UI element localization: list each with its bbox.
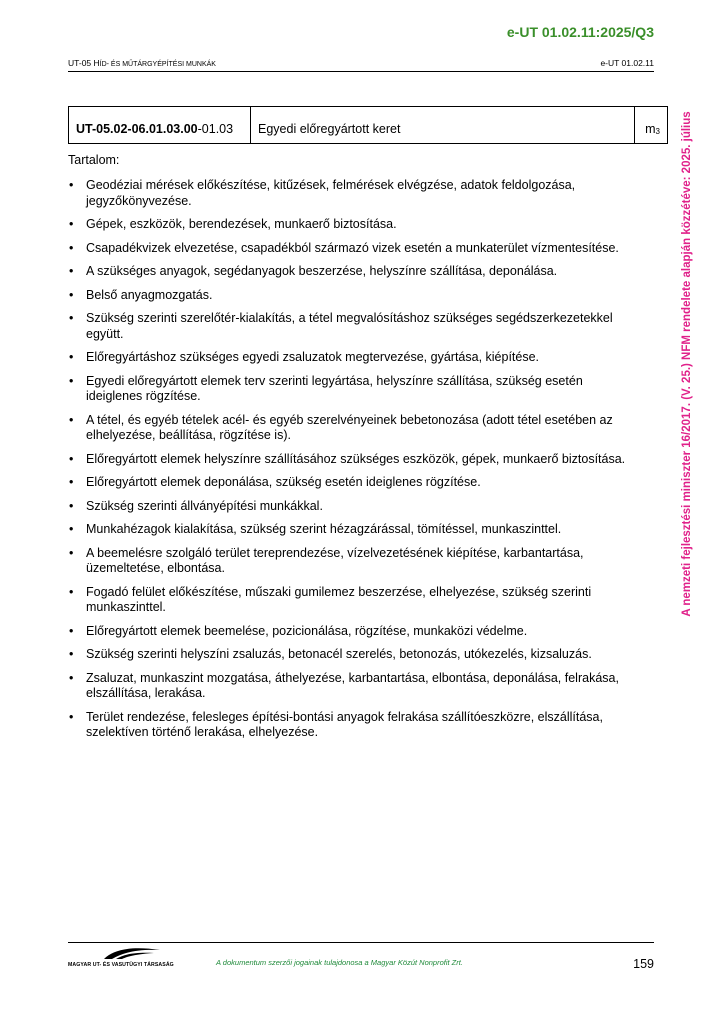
logo-text: MAGYAR UT- ÉS VASUTÜGYI TÁRSASÁG xyxy=(68,962,174,968)
list-item: • A szükséges anyagok, segédanyagok beszerzése, helyszínre szállítása, deponálása. xyxy=(68,264,628,280)
section-title-prefix: UT-05 H xyxy=(68,58,100,68)
item-name-cell: Egyedi előregyártott keret xyxy=(251,107,635,143)
list-item: • Zsaluzat, munkaszint mozgatása, áthelyezése, karbantartása, elbontása, deponálása, felrakása, elszállítása, lerakása. xyxy=(68,671,628,702)
item-code-cell xyxy=(69,107,251,143)
item-header-table xyxy=(68,106,668,144)
side-publication-note xyxy=(676,96,698,632)
list-item: • Csapadékvizek elvezetése, csapadékból származó vizek esetén a munkaterület vízmentesítése. xyxy=(68,241,628,257)
section-title xyxy=(68,58,216,68)
section-title-rest: ÍD- ÉS MŰTÁRGYÉPÍTÉSI MUNKÁK xyxy=(99,61,216,68)
header-right-code: e-UT 01.02.11 xyxy=(600,58,654,68)
list-item: • Előregyártott elemek helyszínre szállításához szükséges eszközök, gépek, munkaerő biztosítása. xyxy=(68,452,628,468)
unit-base: m xyxy=(645,122,656,136)
list-item: • Előregyártott elemek beemelése, pozicionálása, rögzítése, munkaközi védelme. xyxy=(68,624,628,640)
page-number: 159 xyxy=(633,957,654,971)
road-logo-icon xyxy=(102,946,162,962)
list-item: • Szükség szerinti állványépítési munkákkal. xyxy=(68,499,628,515)
item-code-suffix: -01.03 xyxy=(197,122,234,136)
side-note-text: A nemzeti fejlesztési miniszter 16/2017. (V. 25.) NFM rendelete alapján közzétéve: 2025. július xyxy=(681,111,693,617)
unit-exponent: 3 xyxy=(655,127,660,136)
list-item: • Előregyártott elemek deponálása, szükség esetén ideiglenes rögzítése. xyxy=(68,475,628,491)
list-item: • A tétel, és egyéb tételek acél- és egyéb szerelvényeinek bebetonozása (adott tétel esetében az elhelyezése, beállítása, rögzítése is). xyxy=(68,413,628,444)
content-list xyxy=(68,170,628,741)
list-item: • Szükség szerinti szerelőtér-kialakítás, a tétel megvalósításhoz szükséges segédszerkezetekkel együtt. xyxy=(68,311,628,342)
society-logo xyxy=(68,946,178,972)
list-item: • Gépek, eszközök, berendezések, munkaerő biztosítása. xyxy=(68,217,628,233)
list-item: • Egyedi előregyártott elemek terv szerinti legyártása, helyszínre szállítása, szükség esetén ideiglenes rögzítése. xyxy=(68,374,628,405)
footer-divider xyxy=(68,942,654,943)
list-item: • Munkahézagok kialakítása, szükség szerint hézagzárással, tömítéssel, munkaszinttel. xyxy=(68,522,628,538)
document-code: e-UT 01.02.11:2025/Q3 xyxy=(506,24,654,40)
item-code-bold: UT-05.02-06.01.03.00 xyxy=(76,122,198,136)
list-item: • Fogadó felület előkészítése, műszaki gumilemez beszerzése, elhelyezése, szükség szerinti munkaszinttel. xyxy=(68,585,628,616)
list-item: • A beemelésre szolgáló terület tereprendezése, vízelvezetésének kiépítése, karbantartása, üzemeltetése, elbontása. xyxy=(68,546,628,577)
item-unit-cell xyxy=(635,107,667,143)
list-item: • Belső anyagmozgatás. xyxy=(68,288,628,304)
list-item: • Előregyártáshoz szükséges egyedi zsaluzatok megtervezése, gyártása, kiépítése. xyxy=(68,350,628,366)
list-item: • Szükség szerinti helyszíni zsaluzás, betonacél szerelés, betonozás, utókezelés, kizsaluzás. xyxy=(68,647,628,663)
list-item: • Terület rendezése, felesleges építési-bontási anyagok felrakása szállítóeszközre, elszállítása, szelektíven történő lerakása, elhelyezése. xyxy=(68,710,628,741)
list-item: • Geodéziai mérések előkészítése, kitűzések, felmérések elvégzése, adatok feldolgozása, jegyzőkönyvezése. xyxy=(68,178,628,209)
copyright-notice: A dokumentum szerzői jogainak tulajdonosa a Magyar Közút Nonprofit Zrt. xyxy=(216,958,463,967)
running-header xyxy=(68,58,654,72)
content-label: Tartalom: xyxy=(68,153,120,167)
